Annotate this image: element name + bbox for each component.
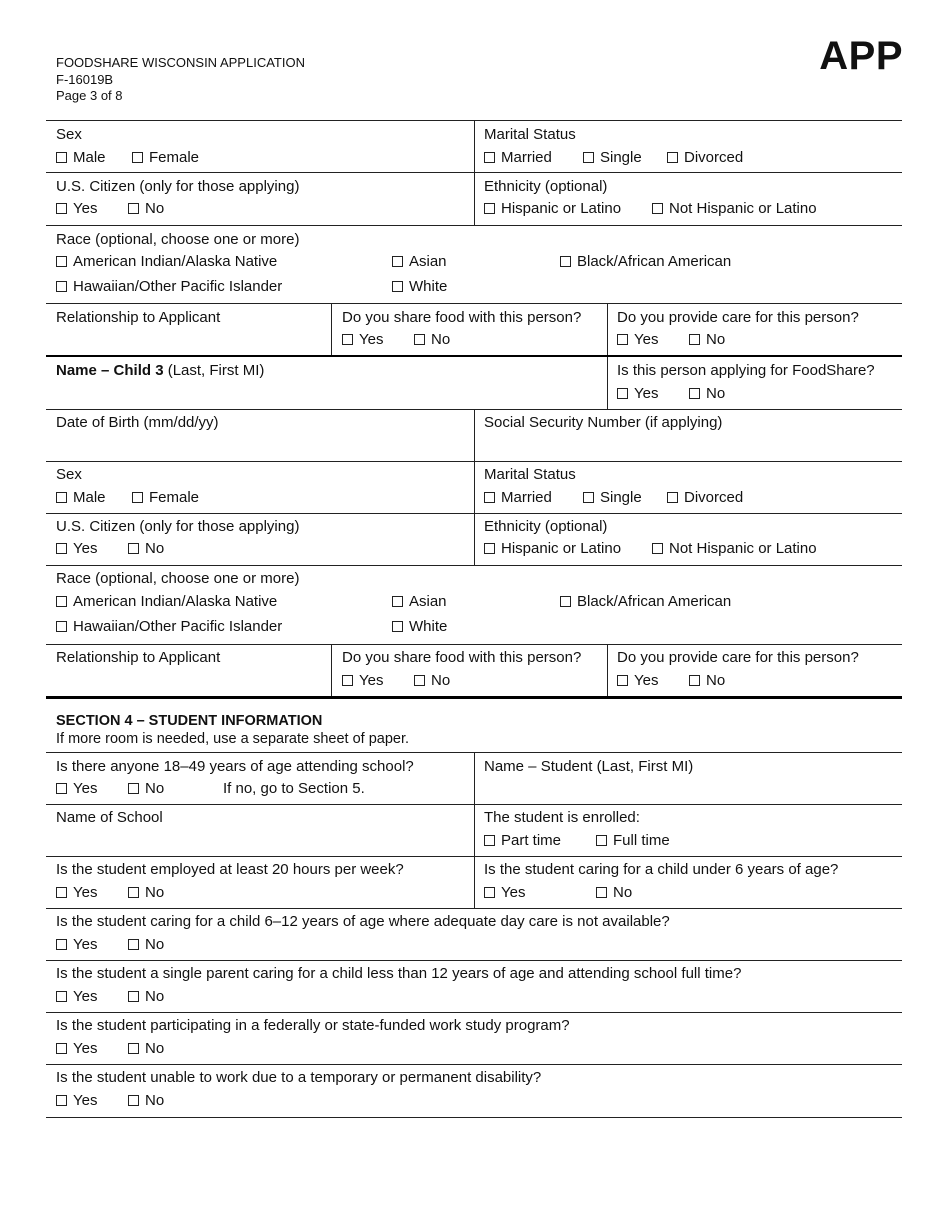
ethnicity-label: Ethnicity (optional) xyxy=(484,178,608,195)
married-checkbox[interactable]: Married xyxy=(484,149,552,166)
child-6-12-row xyxy=(46,909,902,961)
child-6-12-label: Is the student caring for a child 6–12 years of age where adequate day care is not available? xyxy=(56,913,670,930)
hawaiian-checkbox[interactable]: Hawaiian/Other Pacific Islander xyxy=(56,278,282,295)
share-food-no-checkbox[interactable]: No xyxy=(414,331,450,348)
section4-heading-block xyxy=(56,713,409,747)
white-checkbox[interactable]: White xyxy=(392,278,447,295)
black-checkbox[interactable]: Black/African American xyxy=(560,253,731,270)
disability-label: Is the student unable to work due to a temporary or permanent disability? xyxy=(56,1069,542,1086)
child3-asian-checkbox[interactable]: Asian xyxy=(392,593,447,610)
not-hispanic-checkbox[interactable]: Not Hispanic or Latino xyxy=(652,200,817,217)
child3-black-checkbox[interactable]: Black/African American xyxy=(560,593,731,610)
race-row xyxy=(46,226,902,304)
child3-provide-care-yes-checkbox[interactable]: Yes xyxy=(617,672,658,689)
single-parent-yes-checkbox[interactable]: Yes xyxy=(56,988,97,1005)
child3-married-checkbox[interactable]: Married xyxy=(484,489,552,506)
child3-name-row xyxy=(46,357,902,410)
disability-no-checkbox[interactable]: No xyxy=(128,1092,164,1109)
single-parent-row xyxy=(46,961,902,1013)
student-name-label: Name – Student (Last, First MI) xyxy=(484,758,694,775)
race-label: Race (optional, choose one or more) xyxy=(56,231,300,248)
attending-yes-checkbox[interactable]: Yes xyxy=(56,780,97,797)
citizen-ethnicity-row xyxy=(46,173,902,226)
single-parent-no-checkbox[interactable]: No xyxy=(128,988,164,1005)
form-number: F-16019B xyxy=(56,71,114,87)
divorced-checkbox[interactable]: Divorced xyxy=(667,149,743,166)
work-study-label: Is the student participating in a federally or state-funded work study program? xyxy=(56,1017,570,1034)
sex-label: Sex xyxy=(56,126,82,143)
single-checkbox[interactable]: Single xyxy=(583,149,642,166)
child3-citizen-label: U.S. Citizen (only for those applying) xyxy=(56,518,300,535)
citizen-no-checkbox[interactable]: No xyxy=(128,200,164,217)
employed-child-under6-row xyxy=(46,857,902,909)
school-name-label: Name of School xyxy=(56,809,163,826)
child3-share-food-no-checkbox[interactable]: No xyxy=(414,672,450,689)
child-under6-no-checkbox[interactable]: No xyxy=(596,884,632,901)
single-parent-label: Is the student a single parent caring for a child less than 12 years of age and attending school full time? xyxy=(56,965,742,982)
form-header xyxy=(56,55,305,105)
provide-care-yes-checkbox[interactable]: Yes xyxy=(617,331,658,348)
applying-label: Is this person applying for FoodShare? xyxy=(617,362,875,379)
dob-ssn-row xyxy=(46,410,902,462)
child3-relationship-label: Relationship to Applicant xyxy=(56,649,221,666)
child3-sex-female-checkbox[interactable]: Female xyxy=(132,489,199,506)
attending-no-checkbox[interactable]: No xyxy=(128,780,164,797)
american-indian-checkbox[interactable]: American Indian/Alaska Native xyxy=(56,253,277,270)
school-enrolled-row xyxy=(46,805,902,857)
sex-male-checkbox[interactable]: Male xyxy=(56,149,106,166)
employed-no-checkbox[interactable]: No xyxy=(128,884,164,901)
enrolled-label: The student is enrolled: xyxy=(484,809,640,826)
child3-single-checkbox[interactable]: Single xyxy=(583,489,642,506)
form-title: FOODSHARE WISCONSIN APPLICATION xyxy=(56,55,305,70)
asian-checkbox[interactable]: Asian xyxy=(392,253,447,270)
work-study-row xyxy=(46,1013,902,1065)
child3-sex-marital-row xyxy=(46,462,902,514)
share-food-yes-checkbox[interactable]: Yes xyxy=(342,331,383,348)
child3-sex-male-checkbox[interactable]: Male xyxy=(56,489,106,506)
employed-yes-checkbox[interactable]: Yes xyxy=(56,884,97,901)
applying-no-checkbox[interactable]: No xyxy=(689,385,725,402)
sex-marital-row xyxy=(46,120,902,173)
citizen-yes-checkbox[interactable]: Yes xyxy=(56,200,97,217)
provide-care-label: Do you provide care for this person? xyxy=(617,309,859,326)
dob-label: Date of Birth (mm/dd/yy) xyxy=(56,414,219,431)
child3-citizen-no-checkbox[interactable]: No xyxy=(128,540,164,557)
child-6-12-yes-checkbox[interactable]: Yes xyxy=(56,936,97,953)
child-under6-label: Is the student caring for a child under 6 years of age? xyxy=(484,861,839,878)
child-6-12-no-checkbox[interactable]: No xyxy=(128,936,164,953)
citizen-label: U.S. Citizen (only for those applying) xyxy=(56,178,300,195)
sex-female-checkbox[interactable]: Female xyxy=(132,149,199,166)
child3-relationship-row xyxy=(46,645,902,699)
child3-share-food-label: Do you share food with this person? xyxy=(342,649,582,666)
work-study-yes-checkbox[interactable]: Yes xyxy=(56,1040,97,1057)
disability-row xyxy=(46,1065,902,1118)
section4-heading: SECTION 4 – STUDENT INFORMATION xyxy=(56,713,323,729)
part-time-checkbox[interactable]: Part time xyxy=(484,832,561,849)
work-study-no-checkbox[interactable]: No xyxy=(128,1040,164,1057)
applying-yes-checkbox[interactable]: Yes xyxy=(617,385,658,402)
hispanic-checkbox[interactable]: Hispanic or Latino xyxy=(484,200,621,217)
child3-not-hispanic-checkbox[interactable]: Not Hispanic or Latino xyxy=(652,540,817,557)
child3-hispanic-checkbox[interactable]: Hispanic or Latino xyxy=(484,540,621,557)
provide-care-no-checkbox[interactable]: No xyxy=(689,331,725,348)
child3-american-indian-checkbox[interactable]: American Indian/Alaska Native xyxy=(56,593,277,610)
child3-share-food-yes-checkbox[interactable]: Yes xyxy=(342,672,383,689)
child3-name-label: Name – Child 3 (Last, First MI) xyxy=(56,362,265,379)
child-under6-yes-checkbox[interactable]: Yes xyxy=(484,884,525,901)
child3-hawaiian-checkbox[interactable]: Hawaiian/Other Pacific Islander xyxy=(56,618,282,635)
child3-citizen-ethnicity-row xyxy=(46,514,902,566)
if-no-instruction: If no, go to Section 5. xyxy=(223,780,365,797)
share-food-label: Do you share food with this person? xyxy=(342,309,582,326)
child3-race-label: Race (optional, choose one or more) xyxy=(56,570,300,587)
attending-school-label: Is there anyone 18–49 years of age attending school? xyxy=(56,758,414,775)
section4-subheading: If more room is needed, use a separate sheet of paper. xyxy=(56,731,410,747)
attending-school-row xyxy=(46,752,902,805)
child3-provide-care-no-checkbox[interactable]: No xyxy=(689,672,725,689)
relationship-row xyxy=(46,304,902,357)
relationship-label: Relationship to Applicant xyxy=(56,309,221,326)
child3-citizen-yes-checkbox[interactable]: Yes xyxy=(56,540,97,557)
app-badge: APP xyxy=(819,34,903,78)
child3-sex-label: Sex xyxy=(56,466,82,483)
full-time-checkbox[interactable]: Full time xyxy=(596,832,670,849)
child3-white-checkbox[interactable]: White xyxy=(392,618,447,635)
page-number: Page 3 of 8 xyxy=(56,88,123,103)
child3-marital-status-label: Marital Status xyxy=(484,466,576,483)
employed-label: Is the student employed at least 20 hours per week? xyxy=(56,861,404,878)
ssn-label: Social Security Number (if applying) xyxy=(484,414,723,431)
child3-provide-care-label: Do you provide care for this person? xyxy=(617,649,859,666)
marital-status-label: Marital Status xyxy=(484,126,576,143)
child3-ethnicity-label: Ethnicity (optional) xyxy=(484,518,608,535)
child3-race-row xyxy=(46,566,902,645)
disability-yes-checkbox[interactable]: Yes xyxy=(56,1092,97,1109)
child3-divorced-checkbox[interactable]: Divorced xyxy=(667,489,743,506)
